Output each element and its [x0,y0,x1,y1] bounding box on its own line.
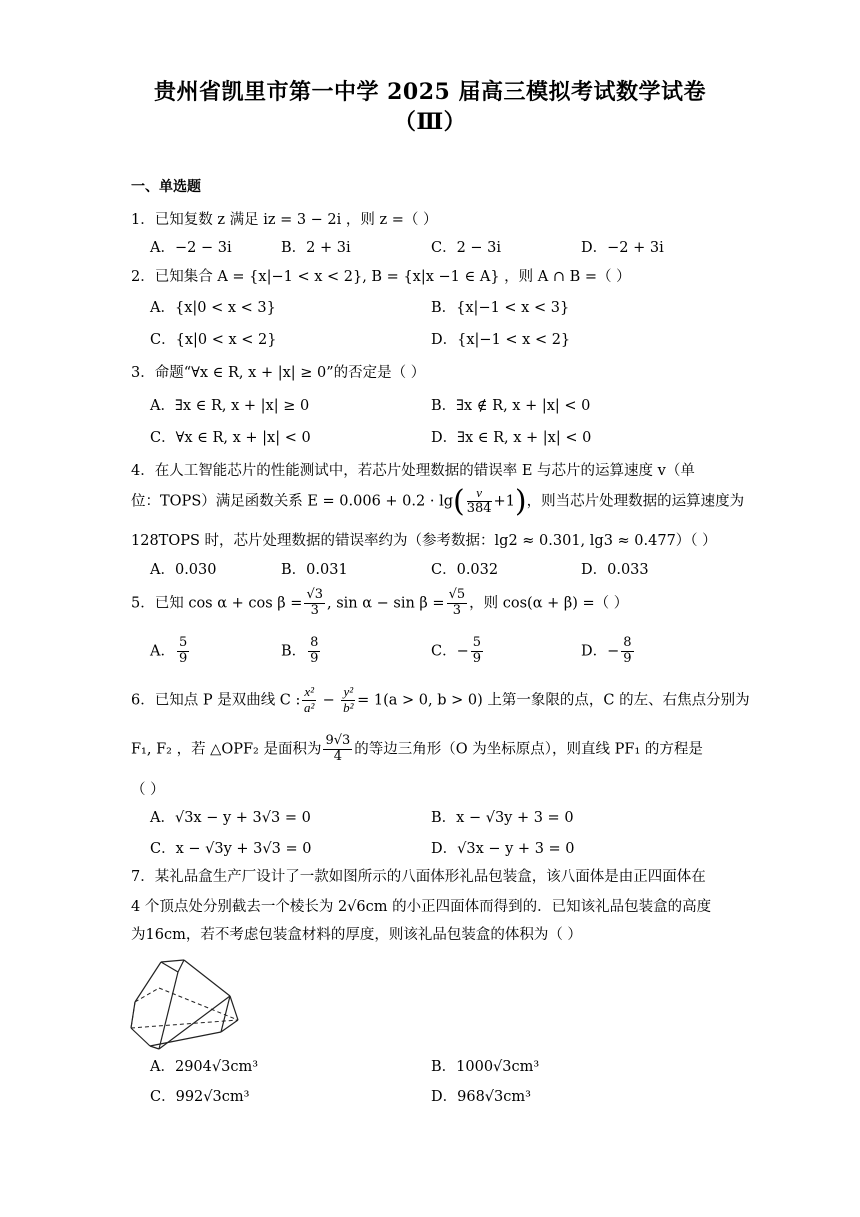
question-3-option-b: B．∃x ∉ R, x + |x| < 0 [431,398,591,414]
question-3-option-a: A．∃x ∈ R, x + |x| ≥ 0 [150,398,310,414]
question-6-option-a: A．√3x − y + 3√3 = 0 [150,810,311,826]
question-1-option-d: D．−2 + 3i [581,240,664,256]
question-3-option-d: D．∃x ∈ R, x + |x| < 0 [431,430,592,446]
question-4-stem-line3: 128TOPS 时，芯片处理数据的错误率约为（参考数据：lg2 ≈ 0.301, lg3 ≈ 0.477）（ ） [131,533,717,549]
question-4-option-a: A．0.030 [150,562,217,578]
question-7-option-c: C．992√3cm³ [150,1089,250,1105]
question-2-option-a: A．{x|0 < x < 3} [150,300,276,316]
section-heading: 一、单选题 [131,179,201,195]
question-4-option-b: B．0.031 [281,562,348,578]
question-1-option-a: A．−2 − 3i [150,240,232,256]
question-4-formula-prefix: 位：TOPS）满足函数关系 E = 0.006 + 0.2 · lg [131,493,453,510]
question-5-option-d: D．− $\frac{8}{9}$ [581,635,632,666]
question-6-option-c: C．x − √3y + 3√3 = 0 [150,841,312,857]
exam-title: 贵州省凯里市第一中学 2025 届高三模拟考试数学试卷 [153,79,707,105]
question-3-stem: 3．命题“∀x ∈ R, x + |x| ≥ 0”的否定是（ ） [131,365,426,381]
question-1-stem: 1．已知复数 z 满足 iz = 3 − 2i ，则 z =（ ） [131,212,438,228]
question-5-option-b: B． $\frac{8}{9}$ [281,635,319,666]
question-4-fraction: $\frac{v}{384}$ [466,485,492,516]
question-5-option-a: A． $\frac{5}{9}$ [150,635,188,666]
question-2-option-b: B．{x|−1 < x < 3} [431,300,570,316]
question-4-stem-line2: 位：TOPS）满足函数关系 E = 0.006 + 0.2 · lg( $\frac{v}{384}$ +1)，则当芯片处理数据的运算速度为 [131,484,745,519]
question-5-stem: 5．已知 cos α + cos β = $\frac{√3}{3}$ , sin α − sin β = $\frac{√5}{3}$ ，则 cos(α + β) =（ ） [131,587,629,618]
question-6-option-d: D．√3x − y + 3 = 0 [431,841,575,857]
question-6-stem-line2: F₁, F₂ ，若 △OPF₂ 是面积为 $\frac{9√3}{4}$ 的等边三角形（O 为坐标原点），则直线 PF₁ 的方程是 [131,733,703,764]
question-7-option-b: B．1000√3cm³ [431,1059,540,1075]
question-3-option-c: C．∀x ∈ R, x + |x| < 0 [150,430,311,446]
question-7-option-d: D．968√3cm³ [431,1089,531,1105]
question-5-fraction-2: $\frac{√5}{3}$ [448,587,466,618]
question-4-formula-tail: ，则当芯片处理数据的运算速度为 [526,493,745,510]
question-1-option-c: C．2 − 3i [431,240,502,256]
exam-title-suffix: （Ⅲ） [393,109,467,135]
question-6-option-b: B．x − √3y + 3 = 0 [431,810,574,826]
question-2-stem: 2．已知集合 A = {x|−1 < x < 2}, B = {x|x −1 ∈ A} ，则 A ∩ B =（ ） [131,269,631,285]
question-7-stem-line1: 7．某礼品盒生产厂设计了一款如图所示的八面体形礼品包装盒，该八面体是由正四面体在 [131,869,706,885]
question-4-option-c: C．0.032 [431,562,499,578]
question-1-option-b: B．2 + 3i [281,240,351,256]
question-7-stem-line3: 为16cm，若不考虑包装盒材料的厚度，则该礼品包装盒的体积为（ ） [131,927,582,943]
question-6-stem-line1: 6．已知点 P 是双曲线 C : $\frac{\text{x²}}{\text{a²}}$ − $\frac{\text{y²}}{\text{b²}}$ = 1(a > 0, b > 0) 上第一象限的点，C 的左、右焦点分别为 [131,684,750,715]
question-4-option-d: D．0.033 [581,562,649,578]
question-5-fraction-1: $\frac{√3}{3}$ [306,587,323,618]
question-7-stem-line2: 4 个顶点处分别截去一个棱长为 2√6cm 的小正四面体而得到的．已知该礼品包装盒的高度 [131,899,712,915]
question-6-stem-line3: （ ） [131,782,165,798]
question-4-stem-line1: 4．在人工智能芯片的性能测试中，若芯片处理数据的错误率 E 与芯片的运算速度 v（单 [131,463,695,479]
question-7-option-a: A．2904√3cm³ [150,1059,259,1075]
question-2-option-c: C．{x|0 < x < 2} [150,332,277,348]
question-2-option-d: D．{x|−1 < x < 2} [431,332,571,348]
octahedron-gift-box-figure [126,958,246,1050]
question-5-option-c: C．− $\frac{5}{9}$ [431,635,482,666]
